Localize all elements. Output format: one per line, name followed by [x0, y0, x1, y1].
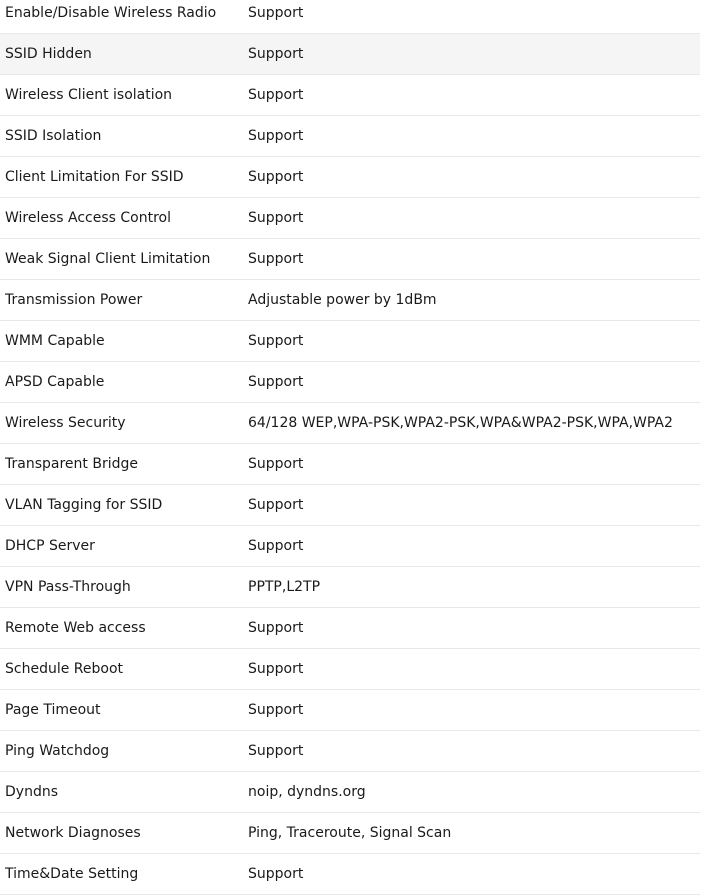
spec-name: Enable/Disable Wireless Radio: [0, 0, 248, 34]
table-row: [0, 116, 700, 157]
spec-value: Support: [248, 198, 700, 239]
spec-value: PPTP,L2TP: [248, 567, 700, 608]
spec-value: Adjustable power by 1dBm: [248, 280, 700, 321]
spec-name: SSID Isolation: [0, 116, 248, 157]
spec-name: WMM Capable: [0, 321, 248, 362]
table-row: [0, 854, 700, 895]
spec-value: Support: [248, 321, 700, 362]
table-row: [0, 198, 700, 239]
spec-value: Support: [248, 444, 700, 485]
spec-name: VPN Pass-Through: [0, 567, 248, 608]
table-row: [0, 608, 700, 649]
table-row: [0, 157, 700, 198]
spec-name: Wireless Security: [0, 403, 248, 444]
spec-name: APSD Capable: [0, 362, 248, 403]
table-row: [0, 362, 700, 403]
table-row: [0, 690, 700, 731]
spec-value: Support: [248, 485, 700, 526]
spec-name: Wireless Client isolation: [0, 75, 248, 116]
table-row: [0, 403, 700, 444]
spec-value: Support: [248, 854, 700, 895]
spec-value: Support: [248, 649, 700, 690]
spec-name: SSID Hidden: [0, 34, 248, 75]
spec-value: Support: [248, 526, 700, 567]
spec-value: Support: [248, 362, 700, 403]
table-row: [0, 75, 700, 116]
spec-name: Wireless Access Control: [0, 198, 248, 239]
spec-value: Support: [248, 731, 700, 772]
spec-value: Support: [248, 34, 700, 75]
table-row: [0, 567, 700, 608]
spec-name: Weak Signal Client Limitation: [0, 239, 248, 280]
spec-name: VLAN Tagging for SSID: [0, 485, 248, 526]
spec-name: Dyndns: [0, 772, 248, 813]
table-row: [0, 239, 700, 280]
table-row: [0, 813, 700, 854]
spec-value: 64/128 WEP,WPA-PSK,WPA2-PSK,WPA&WPA2-PSK,WPA,WPA2: [248, 403, 700, 444]
spec-value: Ping, Traceroute, Signal Scan: [248, 813, 700, 854]
spec-value: Support: [248, 239, 700, 280]
table-row: [0, 280, 700, 321]
spec-name: DHCP Server: [0, 526, 248, 567]
table-row: [0, 772, 700, 813]
spec-name: Client Limitation For SSID: [0, 157, 248, 198]
table-row: [0, 0, 700, 34]
table-row: [0, 526, 700, 567]
spec-name: Page Timeout: [0, 690, 248, 731]
spec-name: Remote Web access: [0, 608, 248, 649]
table-row: [0, 649, 700, 690]
spec-value: Support: [248, 0, 700, 34]
spec-value: Support: [248, 157, 700, 198]
spec-value: Support: [248, 608, 700, 649]
spec-name: Ping Watchdog: [0, 731, 248, 772]
spec-value: noip, dyndns.org: [248, 772, 700, 813]
spec-name: Transparent Bridge: [0, 444, 248, 485]
table-row: [0, 444, 700, 485]
table-row: [0, 321, 700, 362]
spec-name: Network Diagnoses: [0, 813, 248, 854]
spec-value: Support: [248, 690, 700, 731]
table-row: [0, 485, 700, 526]
spec-value: Support: [248, 75, 700, 116]
spec-name: Transmission Power: [0, 280, 248, 321]
spec-name: Time&Date Setting: [0, 854, 248, 895]
table-row: [0, 34, 700, 75]
spec-name: Schedule Reboot: [0, 649, 248, 690]
table-row: [0, 731, 700, 772]
spec-value: Support: [248, 116, 700, 157]
